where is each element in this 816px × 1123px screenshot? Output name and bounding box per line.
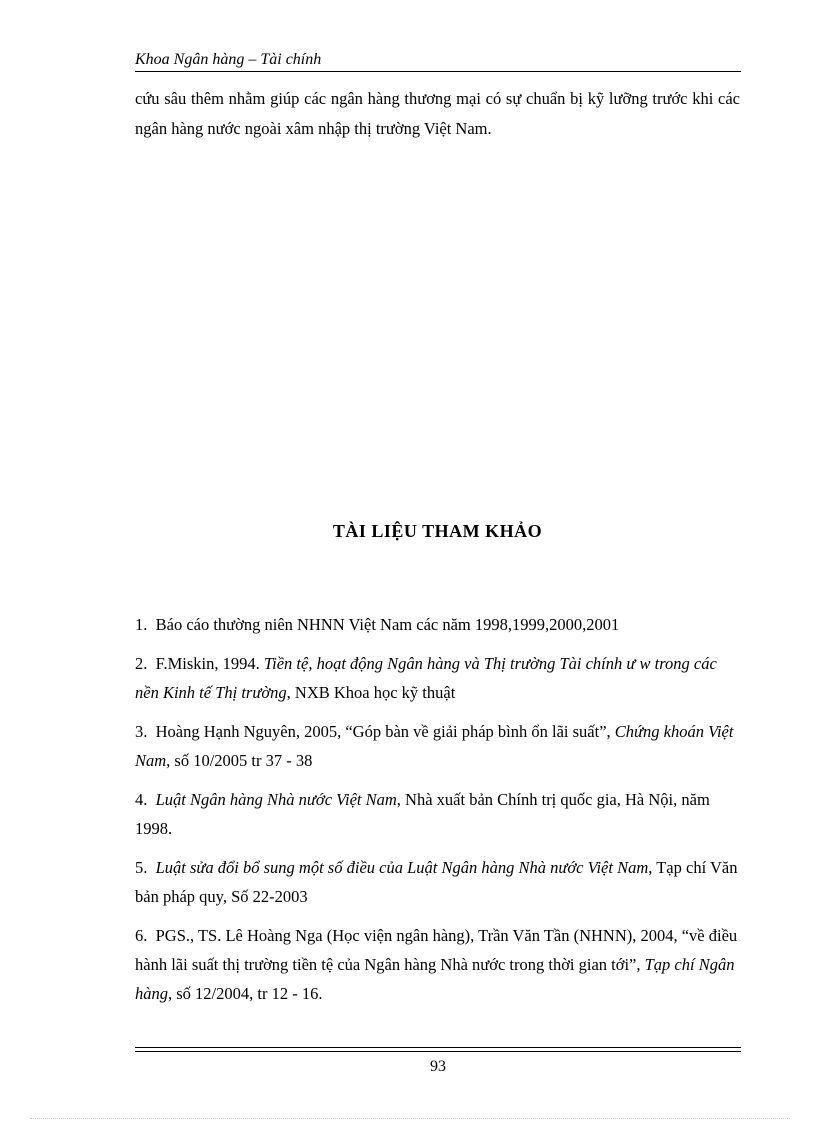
reference-number: 4. — [135, 790, 148, 809]
reference-publisher: , NXB Khoa học kỹ thuật — [286, 683, 456, 702]
reference-item-3 — [135, 717, 740, 775]
reference-number: 6. — [135, 926, 148, 945]
reference-publisher: , Tạp chí Văn bản pháp quy, Số 22-2003 — [135, 858, 738, 906]
reference-number: 1. — [135, 615, 148, 634]
reference-text: Báo cáo thường niên NHNN Việt Nam các năm 1998,1999,2000,2001 — [155, 615, 620, 634]
intro-paragraph: cứu sâu thêm nhằm giúp các ngân hàng thương mại có sự chuẩn bị kỹ lưỡng trước khi các ngân hàng nước ngoài xâm nhập thị trường Việt Nam. — [135, 89, 740, 138]
reference-author: PGS., TS. Lê Hoàng Nga (Học viện ngân hàng), Trần Văn Tần (NHNN), 2004, “về điều hành lãi suất thị trường tiền tệ của Ngân hàng Nhà nước trong thời gian tới”, — [135, 926, 738, 974]
reference-publisher: , Nhà xuất bản Chính trị quốc gia, Hà Nội, năm 1998. — [135, 790, 710, 838]
reference-number: 2. — [135, 654, 148, 673]
reference-title: Luật sửa đổi bổ sung một số điều của Luật Ngân hàng Nhà nước Việt Nam — [155, 858, 649, 877]
reference-publisher: , số 12/2004, tr 12 - 16. — [168, 984, 323, 1003]
reference-item-1 — [135, 610, 740, 639]
header-title: Khoa Ngân hàng – Tài chính — [135, 51, 322, 68]
reference-item-6 — [135, 921, 740, 1008]
reference-item-2 — [135, 649, 740, 707]
reference-author: Hoàng Hạnh Nguyên, 2005, “Góp bàn về giải pháp bình ổn lãi suất”, — [155, 722, 611, 741]
reference-item-5 — [135, 853, 740, 911]
page-header — [135, 50, 741, 72]
reference-item-4 — [135, 785, 740, 843]
page-edge-divider — [30, 1118, 790, 1119]
reference-title: Tiền tệ, hoạt động Ngân hàng và Thị trường Tài chính ư w trong các nền Kinh tế Thị trường — [135, 654, 717, 702]
reference-list — [135, 610, 740, 1018]
footer-divider — [135, 1047, 741, 1052]
reference-title: Chứng khoán Việt Nam — [135, 722, 734, 770]
reference-title: Luật Ngân hàng Nhà nước Việt Nam — [155, 790, 397, 809]
section-title: TÀI LIỆU THAM KHẢO — [332, 521, 543, 541]
page-number: 93 — [430, 1058, 446, 1075]
reference-number: 3. — [135, 722, 148, 741]
reference-number: 5. — [135, 858, 148, 877]
reference-author: F.Miskin, 1994. — [155, 654, 260, 673]
reference-publisher: , số 10/2005 tr 37 - 38 — [166, 751, 313, 770]
reference-title: Tạp chí Ngân hàng — [135, 955, 735, 1003]
